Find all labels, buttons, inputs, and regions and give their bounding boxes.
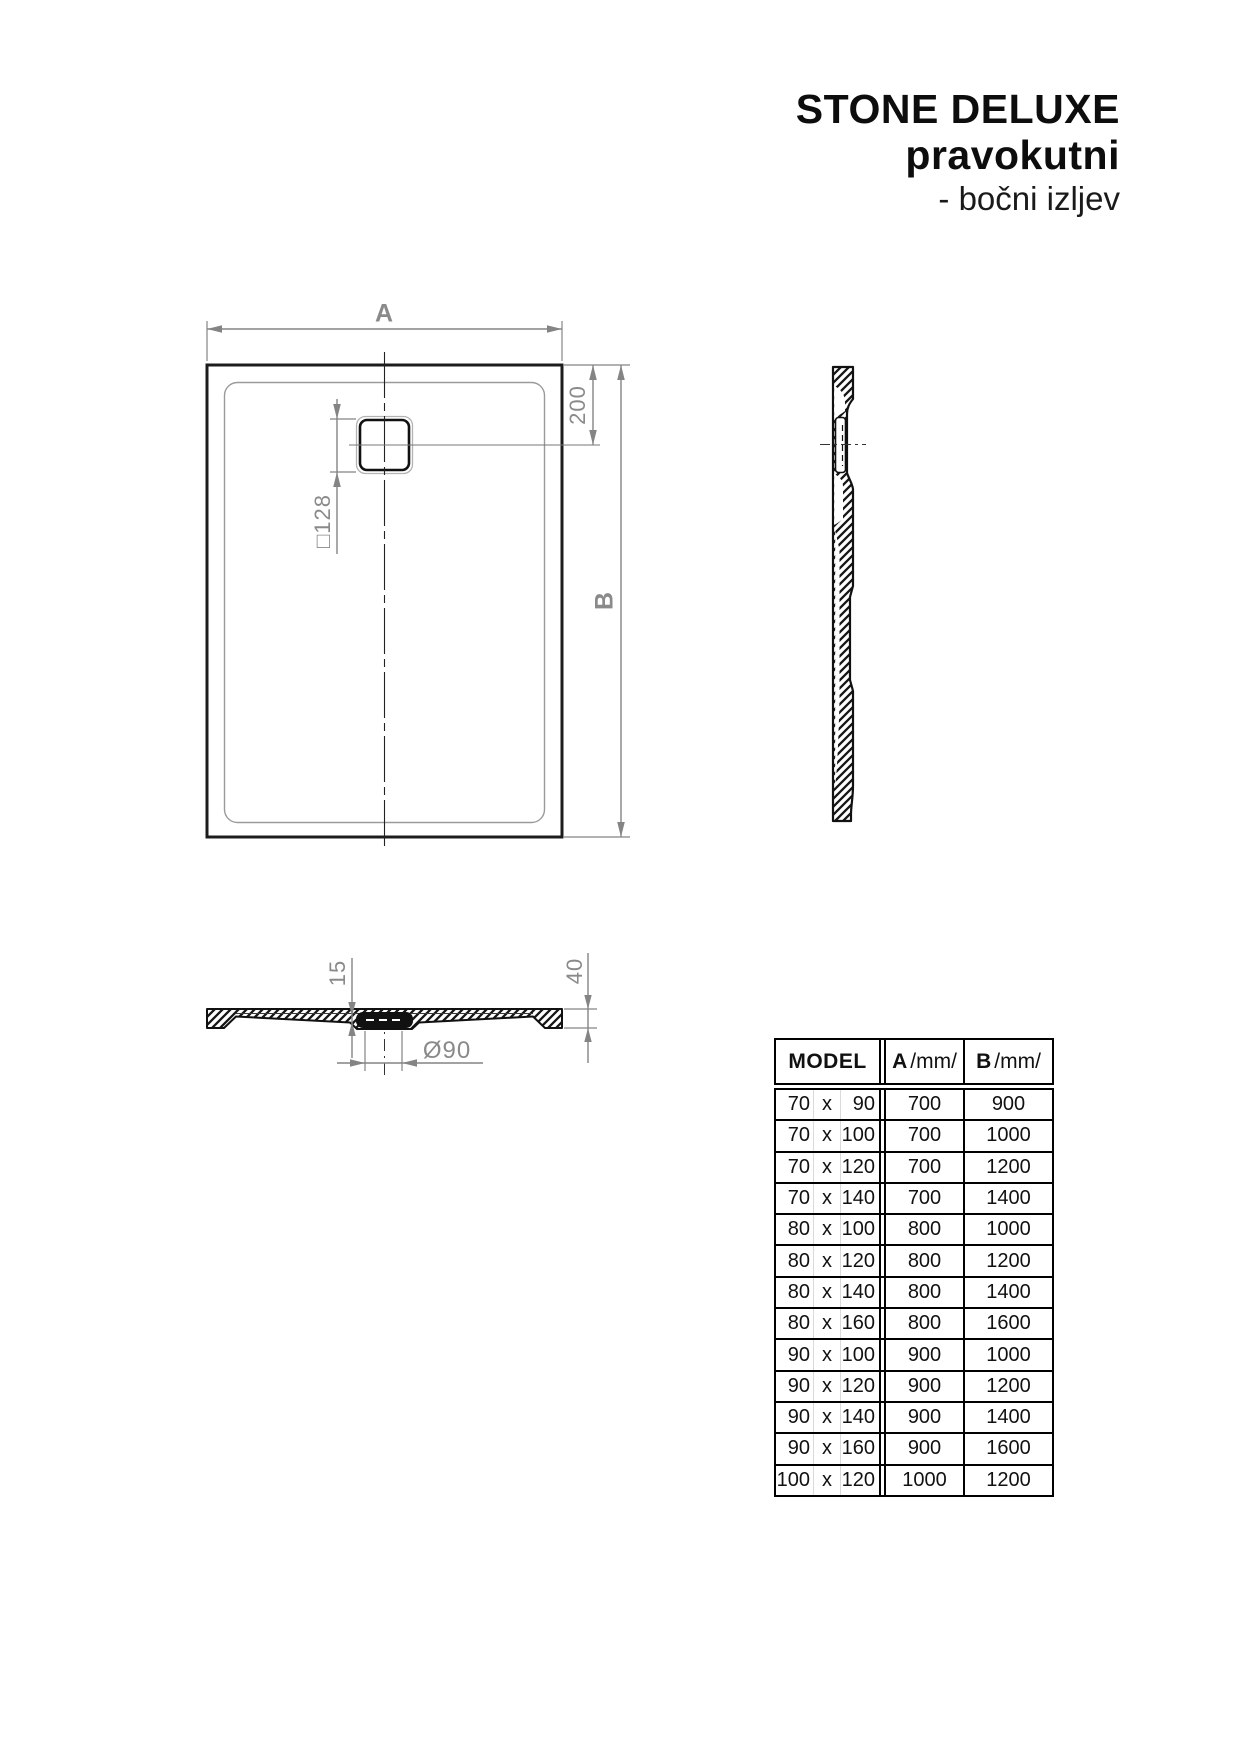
model-length: 120 [841, 1374, 875, 1397]
value-a: 1000 [884, 1466, 965, 1495]
model-width: 100 [776, 1468, 810, 1491]
table-row [776, 1309, 1052, 1340]
model-separator: x [813, 1153, 841, 1182]
table-row [776, 1434, 1052, 1465]
value-a: 900 [884, 1372, 965, 1401]
product-subtitle: pravokutni [905, 132, 1120, 178]
model-separator: x [813, 1403, 841, 1432]
model-width: 70 [787, 1093, 810, 1116]
table-row [776, 1184, 1052, 1215]
value-b: 900 [991, 1093, 1026, 1116]
table-row [776, 1153, 1052, 1184]
model-length: 140 [841, 1187, 875, 1210]
model-length: 100 [841, 1218, 875, 1241]
model-length: 160 [841, 1312, 875, 1335]
model-separator: x [813, 1246, 841, 1275]
model-width: 90 [787, 1437, 810, 1460]
value-b: 1600 [986, 1437, 1031, 1460]
label-dim-200: 200 [565, 385, 590, 425]
value-b: 1200 [986, 1155, 1031, 1178]
table-row [776, 1278, 1052, 1309]
model-separator: x [813, 1278, 841, 1307]
label-dim-128: □128 [310, 494, 335, 548]
model-width: 70 [787, 1124, 810, 1147]
label-dim-15: 15 [325, 959, 350, 987]
value-a: 700 [884, 1121, 965, 1150]
model-length: 140 [841, 1280, 875, 1303]
table-row [776, 1121, 1052, 1152]
value-b: 1000 [986, 1343, 1031, 1366]
title-block [796, 86, 1120, 219]
model-separator: x [813, 1466, 841, 1495]
model-length: 100 [841, 1343, 875, 1366]
value-a: 800 [884, 1278, 965, 1307]
section-view [207, 953, 597, 1076]
value-a: 700 [884, 1153, 965, 1182]
model-length: 140 [841, 1406, 875, 1429]
header-b [965, 1040, 1052, 1083]
model-separator: x [813, 1215, 841, 1244]
model-width: 80 [787, 1312, 810, 1335]
model-length: 160 [841, 1437, 875, 1460]
value-b: 1400 [986, 1187, 1031, 1210]
table-row [776, 1090, 1052, 1121]
model-width: 90 [787, 1343, 810, 1366]
value-a: 800 [884, 1309, 965, 1338]
model-length: 90 [852, 1093, 875, 1116]
header-a-letter: A [892, 1049, 908, 1073]
value-b: 1200 [986, 1374, 1031, 1397]
table-row [776, 1403, 1052, 1434]
model-length: 120 [841, 1468, 875, 1491]
value-a: 900 [884, 1434, 965, 1463]
label-dim-a: A [374, 299, 394, 328]
model-length: 120 [841, 1249, 875, 1272]
value-b: 1200 [986, 1249, 1031, 1272]
value-b: 1400 [986, 1280, 1031, 1303]
label-dim-b: B [590, 591, 619, 611]
table-header [774, 1038, 1054, 1085]
label-dim-90: Ø90 [422, 1037, 472, 1064]
label-dim-40: 40 [562, 957, 587, 985]
table-row [776, 1215, 1052, 1246]
model-length: 120 [841, 1155, 875, 1178]
value-a: 800 [884, 1215, 965, 1244]
model-length: 100 [841, 1124, 875, 1147]
header-a [884, 1040, 965, 1083]
table-row [776, 1466, 1052, 1495]
model-separator: x [813, 1309, 841, 1338]
value-a: 900 [884, 1340, 965, 1369]
product-variant: - bočni izljev [938, 180, 1120, 217]
product-title: STONE DELUXE [795, 86, 1120, 132]
value-a: 700 [884, 1184, 965, 1213]
model-separator: x [813, 1372, 841, 1401]
model-width: 80 [787, 1218, 810, 1241]
model-table [774, 1038, 1054, 1497]
model-separator: x [813, 1434, 841, 1463]
model-width: 70 [787, 1187, 810, 1210]
side-view [820, 367, 866, 821]
header-b-letter: B [976, 1049, 992, 1073]
header-a-unit: /mm/ [910, 1049, 957, 1073]
model-width: 80 [787, 1249, 810, 1272]
model-width: 90 [787, 1406, 810, 1429]
table-body [774, 1088, 1054, 1497]
value-a: 900 [884, 1403, 965, 1432]
value-b: 1000 [986, 1218, 1031, 1241]
model-separator: x [813, 1184, 841, 1213]
value-a: 800 [884, 1246, 965, 1275]
model-width: 90 [787, 1374, 810, 1397]
value-b: 1000 [986, 1124, 1031, 1147]
header-b-unit: /mm/ [994, 1049, 1041, 1073]
model-width: 80 [787, 1280, 810, 1303]
table-row [776, 1246, 1052, 1277]
header-model: MODEL [776, 1040, 881, 1083]
table-row [776, 1340, 1052, 1371]
value-b: 1600 [986, 1312, 1031, 1335]
value-b: 1400 [986, 1406, 1031, 1429]
model-separator: x [813, 1340, 841, 1369]
value-a: 700 [884, 1090, 965, 1119]
model-separator: x [813, 1121, 841, 1150]
value-b: 1200 [986, 1468, 1031, 1491]
table-row [776, 1372, 1052, 1403]
model-width: 70 [787, 1155, 810, 1178]
model-separator: x [813, 1090, 841, 1119]
